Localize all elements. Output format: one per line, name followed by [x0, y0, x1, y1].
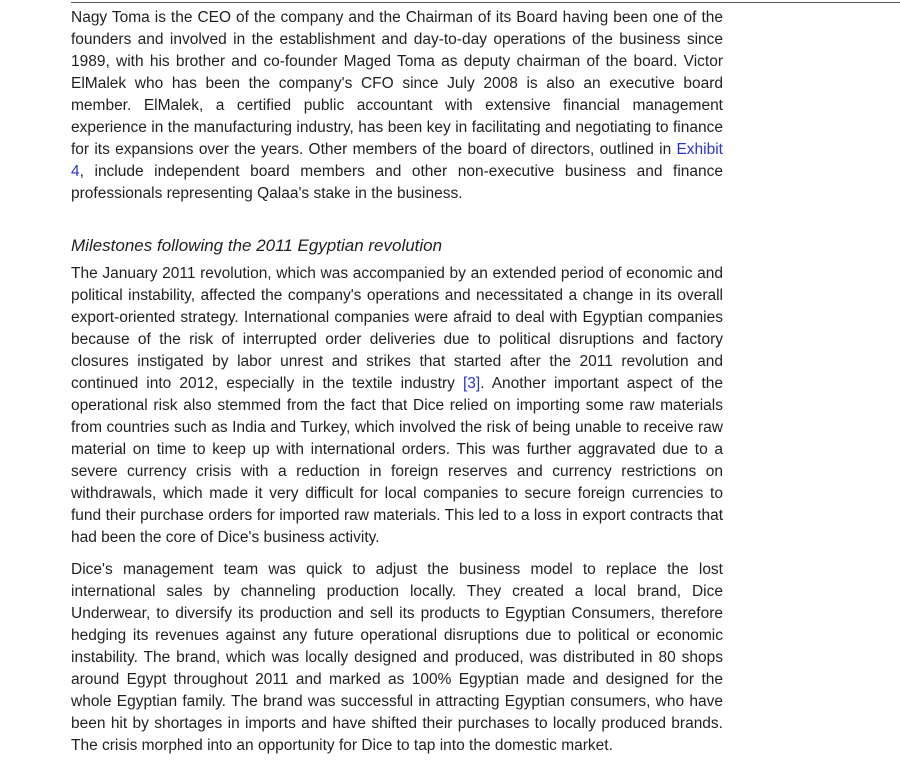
citation-3-link[interactable]: [3]: [462, 375, 481, 392]
paragraph-text: , include independent board members and other non-executive business and finance professionals representing Qalaa's stake in the business.: [71, 163, 723, 202]
paragraph-text: The January 2011 revolution, which was accompanied by an extended period of economic and political instability, affected the company's operations and necessitated a change in its overall export-oriented strategy. International companies were afraid to deal with Egyptian companies because of the risk of interrupted order deliveries due to political disruptions and factory closures instigated by labor unrest and strikes that started after the 2011 revolution and continued into 2012, especially in the textile industry: [71, 265, 723, 392]
top-rule: [71, 2, 900, 3]
document-body: [71, 7, 723, 757]
paragraph-text: Nagy Toma is the CEO of the company and the Chairman of its Board having been one of the founders and involved in the establishment and day-to-day operations of the business since 1989, with his brother and co-founder Maged Toma as deputy chairman of the board. Victor ElMalek who has been the company's CFO since July 2008 is also an executive board member. ElMalek, a certified public accountant with extensive financial management experience in the manufacturing industry, has been key in facilitating and negotiating to finance for its expansions over the years. Other members of the board of directors, outlined in: [71, 9, 723, 158]
section-heading: Milestones following the 2011 Egyptian revolution: [71, 236, 443, 255]
paragraph-board-members: [71, 7, 723, 205]
paragraph-revolution-impact: [71, 263, 723, 549]
paragraph-text: . Another important aspect of the operational risk also stemmed from the fact that Dice relied on importing some raw materials from countries such as India and Turkey, which involved the risk of being unable to receive raw material on time to keep up with international orders. This was further aggravated due to a severe currency crisis with a reduction in foreign reserves and currency restrictions on withdrawals, which made it very difficult for local companies to secure foreign currencies to fund their purchase orders for imported raw materials. This led to a loss in export contracts that had been the core of Dice's business activity.: [71, 375, 723, 546]
paragraph-local-brand: Dice's management team was quick to adjust the business model to replace the lost international sales by channeling production locally. They created a local brand, Dice Underwear, to diversify its production and sell its products to Egyptian Consumers, therefore hedging its revenues against any future operational disruptions due to political or economic instability. The brand, which was locally designed and produced, was distributed in 80 shops around Egypt throughout 2011 and marked as 100% Egyptian made and designed for the whole Egyptian family. The brand was successful in attracting Egyptian consumers, who have been hit by shortages in imports and have shifted their purchases to locally produced brands. The crisis morphed into an opportunity for Dice to tap into the domestic market.: [71, 561, 723, 754]
exhibit-4-link[interactable]: Exhibit 4: [71, 141, 723, 180]
